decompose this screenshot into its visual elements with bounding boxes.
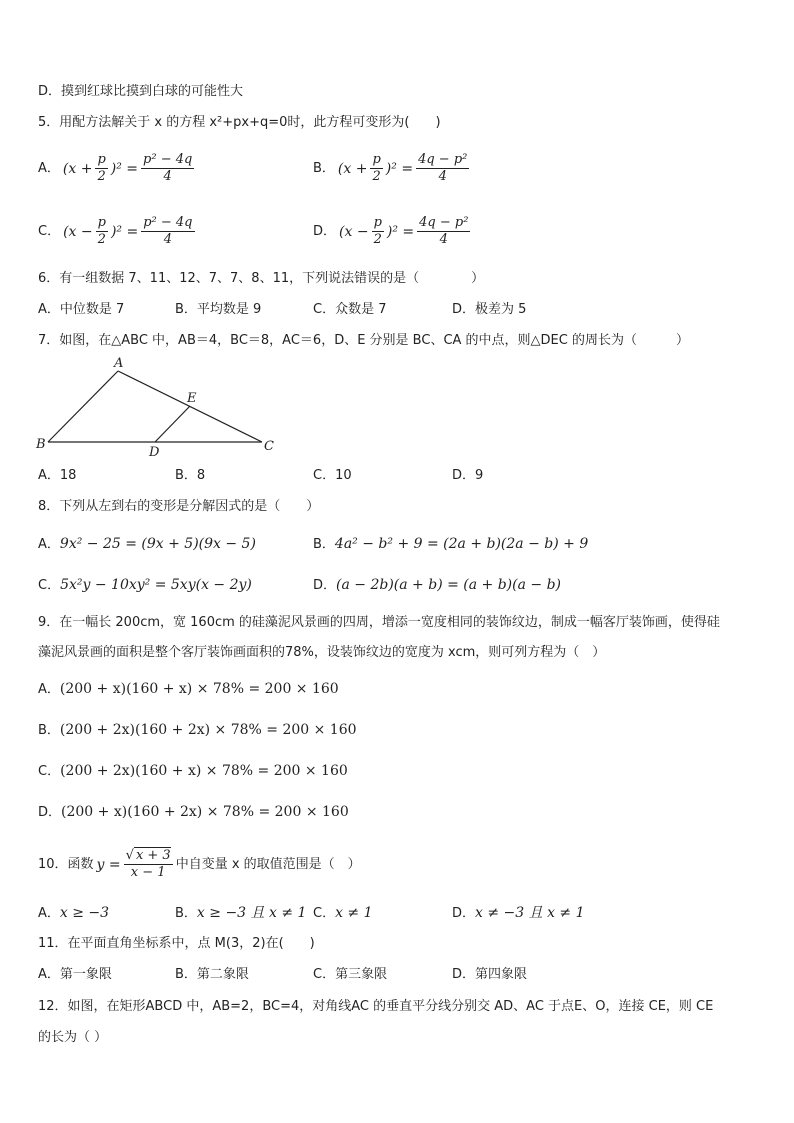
question-7-stem: 7．如图，在△ABC 中，AB＝4，BC＝8，AC＝6，D、E 分别是 BC、CA 的中点，则△DEC 的周长为（ ） <box>38 333 689 348</box>
vertex-label-c: C <box>264 439 274 454</box>
q11-option-a: A．第一象限 <box>38 967 112 982</box>
q8-option-b: B．4a² − b² + 9 = (2a + b)(2a − b) + 9 <box>313 536 589 552</box>
q5-option-c: C． (x − $\frac{p}{2}$ )² = $\frac{\text{p² − 4q}}{4}$ <box>38 215 193 247</box>
q5-option-b: B． (x + $\frac{p}{2}$ )² = $\frac{\text{4q − p²}}{4}$ <box>313 152 468 184</box>
q10-option-c: C．x ≠ 1 <box>313 905 373 921</box>
q11-option-b: B．第二象限 <box>175 967 249 982</box>
triangle-figure <box>30 352 290 462</box>
q6-option-b: B．平均数是 9 <box>175 302 262 317</box>
q9-option-d: D．(200 + x)(160 + 2x) × 78% = 200 × 160 <box>38 804 349 820</box>
q9-option-c: C．(200 + 2x)(160 + x) × 78% = 200 × 160 <box>38 763 348 779</box>
prev-question-option-d: D．摸到红球比摸到白球的可能性大 <box>38 84 244 99</box>
vertex-label-a: A <box>114 356 124 371</box>
question-10-stem: 10．函数 y = $\frac{√ x + 3}{x - 1}$ 中自变量 x 的取值范围是（ ） <box>38 848 361 880</box>
vertex-label-e: E <box>187 391 197 406</box>
question-6-stem: 6．有一组数据 7、11、12、7、7、8、11，下列说法错误的是（ ） <box>38 271 485 286</box>
q8-option-a: A．9x² − 25 = (9x + 5)(9x − 5) <box>38 536 256 552</box>
question-12-stem-line-1: 12．如图，在矩形ABCD 中，AB=2，BC=4，对角线AC 的垂直平分线分别交 AD、AC 于点E、O，连接 CE，则 CE <box>38 999 714 1014</box>
q7-option-a: A．18 <box>38 468 77 483</box>
q8-option-d: D．(a − 2b)(a + b) = (a + b)(a − b) <box>313 577 562 593</box>
question-9-stem-line-1: 9．在一幅长 200cm，宽 160cm 的硅藻泥风景画的四周，增添一宽度相同的装饰纹边，制成一幅客厅装饰画，使得硅 <box>38 615 720 630</box>
segment-de <box>155 406 190 442</box>
q11-option-c: C．第三象限 <box>313 967 388 982</box>
side-ab <box>48 371 118 442</box>
q10-option-b: B．x ≥ −3 且 x ≠ 1 <box>175 905 307 921</box>
q11-option-d: D．第四象限 <box>452 967 528 982</box>
q6-option-d: D．极差为 5 <box>452 302 527 317</box>
question-12-stem-line-2: 的长为（ ） <box>38 1030 108 1045</box>
q8-option-c: C．5x²y − 10xy² = 5xy(x − 2y) <box>38 577 252 593</box>
vertex-label-b: B <box>36 437 46 452</box>
question-11-stem: 11．在平面直角坐标系中，点 M(3，2)在( ) <box>38 936 315 951</box>
q10-option-d: D．x ≠ −3 且 x ≠ 1 <box>452 905 585 921</box>
question-8-stem: 8．下列从左到右的变形是分解因式的是（ ） <box>38 499 320 514</box>
q5-option-a: A． (x + $\frac{p}{2}$ )² = $\frac{\text{p² − 4q}}{4}$ <box>38 152 193 184</box>
question-5-stem: 5．用配方法解关于 x 的方程 x²+px+q=0时，此方程可变形为( ) <box>38 115 441 130</box>
vertex-label-d: D <box>149 445 160 460</box>
q9-option-a: A．(200 + x)(160 + x) × 78% = 200 × 160 <box>38 681 339 697</box>
q6-option-c: C．众数是 7 <box>313 302 387 317</box>
question-9-stem-line-2: 藻泥风景画的面积是整个客厅装饰画面积的78%，设装饰纹边的宽度为 xcm，则可列方程为（ ） <box>38 645 606 660</box>
q7-option-c: C．10 <box>313 468 352 483</box>
q10-option-a: A．x ≥ −3 <box>38 905 110 921</box>
q7-option-b: B．8 <box>175 468 206 483</box>
q6-option-a: A．中位数是 7 <box>38 302 125 317</box>
q9-option-b: B．(200 + 2x)(160 + 2x) × 78% = 200 × 160 <box>38 722 357 738</box>
q7-option-d: D．9 <box>452 468 484 483</box>
q5-option-d: D． (x − $\frac{p}{2}$ )² = $\frac{\text{4q − p²}}{4}$ <box>313 215 469 247</box>
